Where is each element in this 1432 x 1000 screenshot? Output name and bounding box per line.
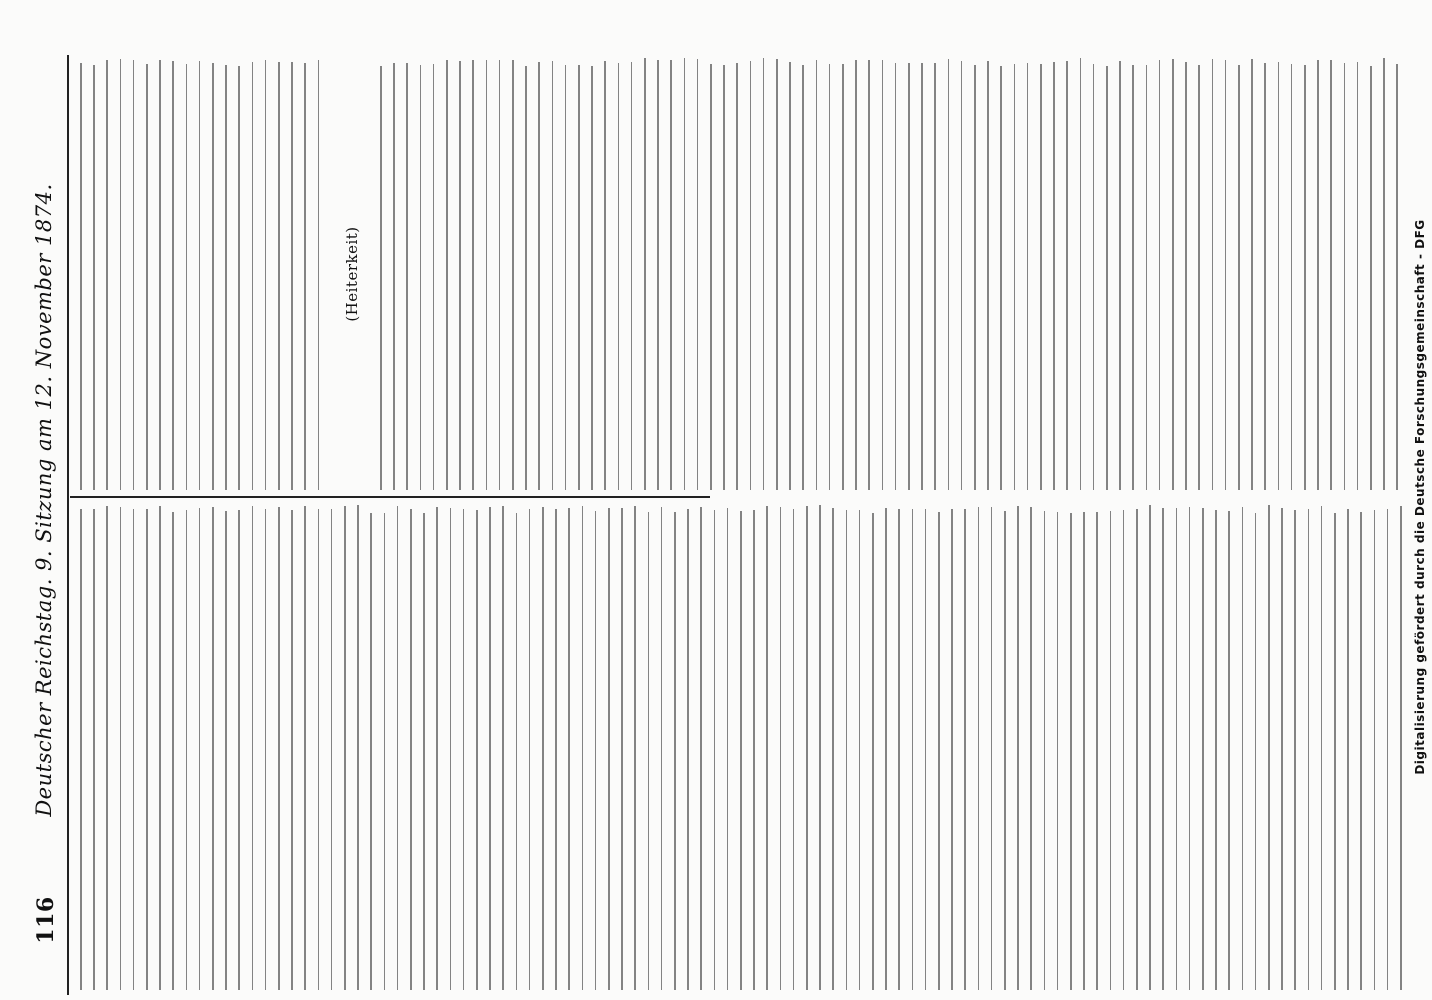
text-line [661,507,663,990]
text-line [1357,62,1359,490]
text-line [1123,510,1125,990]
text-line [120,59,122,490]
text-line [565,65,567,490]
text-line [1000,66,1002,490]
text-line [868,60,870,490]
text-line [1360,512,1362,990]
text-line [516,513,518,990]
text-line [872,513,874,990]
text-line [618,63,620,490]
text-line [723,65,725,490]
text-line [921,63,923,490]
text-line [406,63,408,490]
text-line [697,59,699,490]
text-line [433,64,435,490]
text-line [1106,66,1108,490]
text-line [604,61,606,490]
text-line [459,61,461,490]
text-line [1387,509,1389,990]
text-line [159,506,161,990]
text-line [1093,64,1095,490]
text-line [674,512,676,990]
text-line [106,60,108,490]
text-line [1321,506,1323,990]
text-line [1014,64,1016,490]
text-line [753,510,755,990]
text-line [278,507,280,990]
text-line [1383,58,1385,490]
text-line [1057,512,1059,990]
text-line [1215,510,1217,990]
text-line [410,509,412,990]
text-line [1080,58,1082,490]
text-line [186,510,188,990]
text-line [832,508,834,990]
column-divider [70,496,710,498]
text-line [608,508,610,990]
text-line [1264,63,1266,490]
text-line [829,64,831,490]
text-line [502,506,504,990]
page-number: 116 [33,896,59,944]
text-line [172,61,174,490]
text-line [1291,64,1293,490]
text-line [961,61,963,490]
text-line [1044,511,1046,990]
text-line [670,60,672,490]
text-line [1228,511,1230,990]
text-line [159,60,161,490]
text-line [318,509,320,990]
text-line [1255,513,1257,990]
text-line [568,508,570,990]
text-line [499,60,501,490]
text-line [172,512,174,990]
text-line [529,509,531,990]
text-line [1268,505,1270,990]
text-line [1119,61,1121,490]
text-line [938,512,940,990]
text-line [393,63,395,490]
text-line [212,507,214,990]
text-line [238,66,240,490]
text-line [644,58,646,490]
text-line [291,62,293,490]
text-line [780,507,782,990]
text-line [819,505,821,990]
text-line [895,63,897,490]
text-line [925,509,927,990]
text-line [714,510,716,990]
text-line [621,508,623,990]
text-line [934,63,936,490]
text-line [225,511,227,990]
text-line [146,509,148,990]
text-line [700,507,702,990]
text-line [93,65,95,490]
text-column-left [72,500,1410,995]
text-line [1070,513,1072,990]
text-line [420,65,422,490]
text-column-right-lower [375,52,1410,492]
text-line [802,65,804,490]
text-line [525,66,527,490]
text-line [133,60,135,490]
text-line [446,60,448,490]
text-line [397,506,399,990]
text-line [423,513,425,990]
text-line [265,509,267,990]
text-line [1136,509,1138,990]
text-line [1370,66,1372,490]
text-line [1334,513,1336,990]
text-line [1176,508,1178,990]
text-line [978,507,980,990]
text-line [816,60,818,490]
text-line [898,509,900,990]
text-line [648,512,650,990]
text-line [542,507,544,990]
text-line [1172,59,1174,490]
text-line [1198,65,1200,490]
text-line [265,60,267,490]
text-line [684,58,686,490]
text-line [1374,510,1376,990]
text-line [304,63,306,490]
text-column-right-upper [72,52,332,492]
text-line [436,507,438,990]
text-line [948,59,950,490]
text-line [1278,62,1280,490]
text-line [357,505,359,990]
text-line [727,508,729,990]
text-line [1242,507,1244,990]
text-line [555,509,557,990]
text-line [1110,511,1112,990]
text-line [634,506,636,990]
text-line [93,509,95,990]
text-line [710,64,712,490]
text-line [225,65,227,490]
text-line [1225,60,1227,490]
digitization-credit: Digitalisierung gefördert durch die Deutsche Forschungsgemeinschaft - DFG [1413,219,1427,775]
text-line [120,507,122,990]
text-line [1330,60,1332,490]
text-line [472,60,474,490]
text-line [489,507,491,990]
text-line [1294,510,1296,990]
running-head: Deutscher Reichstag. 9. Sitzung am 12. November 1874. [32,183,56,817]
text-line [964,509,966,990]
text-line [146,64,148,490]
text-line [846,510,848,990]
text-line [1159,60,1161,490]
text-line [657,60,659,490]
text-line [450,508,452,990]
text-line [199,61,201,490]
text-line [912,509,914,990]
text-line [1083,512,1085,990]
text-line [1040,64,1042,490]
text-line [476,510,478,990]
text-line [304,506,306,990]
text-line [186,64,188,490]
text-line [859,510,861,990]
text-line [1030,507,1032,990]
text-line [80,509,82,990]
text-line [1347,509,1349,990]
text-line [1162,508,1164,990]
text-line [736,63,738,490]
text-line [908,63,910,490]
text-line [793,509,795,990]
text-line [344,506,346,990]
text-line [486,60,488,490]
text-line [1149,505,1151,990]
text-line [1212,59,1214,490]
text-line [106,506,108,990]
text-line [1344,63,1346,490]
text-line [1053,62,1055,490]
text-line [512,60,514,490]
text-line [1066,61,1068,490]
text-line [806,506,808,990]
text-line [538,62,540,490]
text-line [238,510,240,990]
text-line [1202,508,1204,990]
text-line [199,508,201,990]
text-line [951,509,953,990]
text-line [278,62,280,490]
text-line [133,509,135,990]
text-line [1251,59,1253,490]
text-line [212,63,214,490]
text-line [631,62,633,490]
text-line [463,509,465,990]
text-line [789,62,791,490]
text-line [776,59,778,490]
text-line [591,66,593,490]
text-line [687,509,689,990]
text-line [882,60,884,490]
text-line [1017,506,1019,990]
text-line [1027,63,1029,490]
text-line [595,511,597,990]
text-line [552,61,554,490]
text-line [578,65,580,490]
text-line [1096,512,1098,990]
text-line [582,506,584,990]
text-line [1308,509,1310,990]
text-line [750,61,752,490]
text-line [380,66,382,490]
text-line [987,61,989,490]
text-line [1189,507,1191,990]
text-line [252,62,254,490]
text-line [331,509,333,990]
text-line [1185,62,1187,490]
text-line [1304,65,1306,490]
text-line [740,511,742,990]
text-line [855,60,857,490]
text-line [991,507,993,990]
text-line [252,506,254,990]
text-line [1396,64,1398,490]
text-line [1238,65,1240,490]
text-line [1004,511,1006,990]
header-rule [67,55,69,995]
text-line [370,513,372,990]
text-line [763,58,765,490]
text-line [885,508,887,990]
text-line [842,64,844,490]
text-line [1317,60,1319,490]
text-line [1281,508,1283,990]
remark-heiterkeit: (Heiterkeit) [343,226,361,322]
text-line [80,63,82,490]
text-line [766,506,768,990]
text-line [291,510,293,990]
text-line [1132,65,1134,490]
text-line [974,65,976,490]
text-line [384,513,386,990]
text-line [1400,506,1402,990]
text-line [1146,65,1148,490]
text-line [318,60,320,490]
